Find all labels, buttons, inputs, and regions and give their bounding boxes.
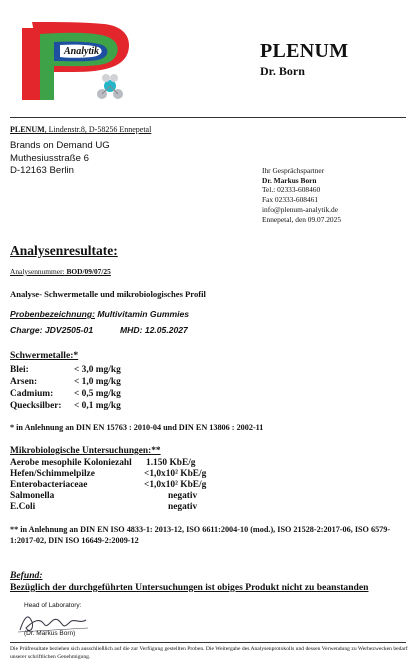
- sender-name: PLENUM: [10, 125, 45, 134]
- recipient-line: Muthesiusstraße 6: [10, 152, 89, 164]
- sender-line: [10, 125, 151, 134]
- logo-text: Analytik: [64, 46, 100, 57]
- charge-value: Charge: JDV2505-01: [10, 325, 94, 335]
- sender-address: , Lindenstr.8, D-58256 Ennepetal: [44, 125, 152, 134]
- micro-note: ** in Anlehnung an DIN EN ISO 4833-1: 2013-12, ISO 6611:2004-10 (mod.), ISO 21528-2:2017-06, ISO 6579-1:2017-02, DIN ISO 16649-2:2009-12: [10, 525, 391, 545]
- plenum-logo: [14, 14, 144, 109]
- befund-title: Befund:: [10, 570, 43, 581]
- mhd-value: MHD: 12.05.2027: [120, 325, 188, 335]
- recipient-address: [10, 140, 110, 178]
- footer-disclaimer: Die Prüfresultate beziehen sich ausschließlich auf die zur Verfügung gestellten Proben. Die Weitergabe des Analysenprotokolls und dessen Verwendung zu Werbezwecken bedarf unserer schriftlichen Genehmigung.: [10, 646, 408, 660]
- heavy-metals-title: Schwermetalle:*: [10, 350, 79, 361]
- heavy-metals-note: * in Anlehnung an DIN EN 15763 : 2010-04 und DIN EN 13806 : 2002-11: [10, 423, 264, 432]
- contact-fax: Fax 02333-608461: [262, 195, 319, 205]
- micro-title: Mikrobiologische Untersuchungen:**: [10, 446, 161, 456]
- analysis-number-value: BOD/09/07/25: [66, 267, 111, 276]
- contact-name: Dr. Markus Born: [262, 175, 317, 185]
- befund-text: Bezüglich der durchgeführten Untersuchungen ist obiges Produkt nicht zu beanstanden: [10, 582, 369, 593]
- analysis-number-label: Analysennummer:: [10, 267, 65, 276]
- analysis-title: Analysenresultate:: [10, 243, 118, 258]
- contact-block: [262, 166, 341, 224]
- contact-place-date: Ennepetal, den 09.07.2025: [262, 214, 342, 224]
- brand-subtitle: Dr. Born: [260, 64, 305, 78]
- charge-line: [10, 325, 188, 335]
- footer-divider: [10, 642, 406, 643]
- probe-value: Multivitamin Gummies: [95, 309, 190, 319]
- signature-head: Head of Laboratory:: [24, 602, 82, 609]
- contact-label: Ihr Gesprächspartner: [262, 166, 325, 175]
- contact-email: info@plenum-analytik.de: [262, 204, 338, 214]
- recipient-line: Brands on Demand UG: [10, 140, 110, 151]
- brand-name: PLENUM: [260, 40, 349, 62]
- contact-tel: Tel.: 02333-608460: [262, 185, 321, 195]
- probe-line: [10, 309, 189, 319]
- analysis-intro: Analyse- Schwermetalle und mikrobiologisches Profil: [10, 289, 206, 299]
- header-divider: [10, 117, 406, 118]
- signature-name: (Dr. Markus Born): [24, 630, 76, 637]
- probe-label: Probenbezeichnung:: [10, 309, 95, 319]
- recipient-line: D-12163 Berlin: [10, 165, 74, 176]
- analysis-number: [10, 267, 111, 276]
